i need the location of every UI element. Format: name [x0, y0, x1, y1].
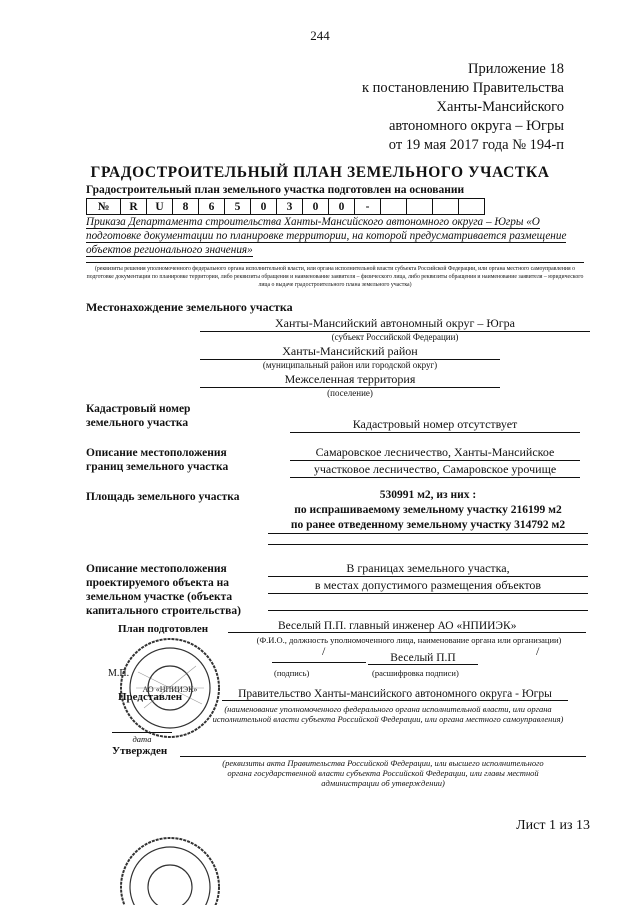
decode-caption: (расшифровка подписи): [372, 668, 459, 678]
subject-value: Ханты-Мансийский автономный округ – Югра: [200, 316, 590, 332]
object-label-line: Описание местоположения: [86, 563, 227, 575]
settlement-caption: (поселение): [327, 388, 373, 398]
cadastral-label-line: земельного участка: [86, 417, 189, 429]
signature-line: [272, 662, 366, 663]
approved-line: [180, 756, 586, 757]
submitted-caption: [190, 704, 586, 724]
appendix-line: Ханты-Мансийского: [436, 99, 564, 115]
approved-label: Утвержден: [112, 745, 168, 757]
district-caption: (муниципальный район или городской округ): [262, 360, 438, 370]
mp-label: М.П.: [108, 668, 130, 679]
approved-caption: [180, 758, 586, 788]
plan-number-table: [86, 198, 485, 215]
sheet-label: Лист 1 из 13: [516, 818, 590, 833]
signature-caption: (подпись): [274, 668, 310, 678]
seal-stamp: [118, 636, 222, 740]
basis-text: [86, 215, 584, 257]
number-cell: 0: [251, 199, 277, 215]
submitted-label: Представлен: [118, 691, 183, 703]
basis-label: Градостроительный план земельного участка подготовлен на основании: [86, 184, 465, 196]
submitted-caption-line: исполнительной власти субъекта Российской Федерации, или органа местного самоуправления): [212, 714, 564, 724]
settlement-value: Межселенная территория: [200, 372, 500, 388]
area-label: Площадь земельного участка: [86, 491, 240, 503]
appendix-line: от 19 мая 2017 года № 194-п: [388, 137, 564, 153]
number-cell: [459, 199, 485, 215]
number-sign: №: [87, 199, 121, 215]
object-value: [268, 560, 588, 594]
approved-caption-line: администрации об утверждении): [321, 778, 445, 788]
boundaries-label: [86, 446, 228, 474]
approved-caption-line: органа государственной власти субъекта Российской Федерации, или главы местной: [227, 768, 539, 778]
number-cell: -: [355, 199, 381, 215]
area-value-line: 530991 м2, из них :: [379, 489, 477, 501]
number-cell: 6: [199, 199, 225, 215]
location-heading: Местонахождение земельного участка: [86, 300, 293, 314]
number-cell: R: [121, 199, 147, 215]
boundaries-value-line: Самаровское лесничество, Ханты-Мансийское: [290, 444, 580, 461]
number-cell: [381, 199, 407, 215]
object-value-line: В границах земельного участка,: [268, 560, 588, 577]
boundaries-value-line: участковое лесничество, Самаровское урочище: [290, 461, 580, 478]
object-divider: [268, 610, 588, 611]
bottom-seal-stamp: [118, 835, 222, 905]
object-value-line: в местах допустимого размещения объектов: [268, 577, 588, 594]
area-value: [268, 488, 588, 534]
area-value-line: по ранее отведенному земельному участку 314792 м2: [268, 518, 588, 534]
slash-mark: /: [322, 644, 326, 658]
approved-caption-line: (реквизиты акта Правительства Российской Федерации, или высшего исполнительного: [222, 758, 544, 768]
signer-name: Веселый П.П: [368, 652, 478, 665]
appendix-line: Приложение 18: [468, 61, 564, 77]
appendix-block: [362, 60, 564, 155]
number-cell: [407, 199, 433, 215]
object-label: [86, 562, 241, 618]
submitted-value: Правительство Ханты-мансийского автономного округа - Югры: [222, 688, 568, 701]
basis-text-content: Приказа Департамента строительства Ханты-Мансийского автономного округа – Югры «О подготовке документации по планировке территории, на которой предусматривается размещение объектов регионального значения»: [86, 216, 567, 256]
subject-caption: (субъект Российской Федерации): [331, 332, 459, 342]
prepared-label: План подготовлен: [118, 623, 209, 635]
cadastral-label: [86, 402, 190, 430]
boundaries-value: [290, 444, 580, 478]
page-number: 244: [310, 28, 330, 43]
slash-mark: /: [536, 644, 540, 658]
appendix-line: к постановлению Правительства: [362, 80, 564, 96]
object-label-line: капитального строительства): [86, 605, 241, 617]
basis-note: (реквизиты решения уполномоченного федерального органа исполнительной власти, или органа исполнительной власти субъекта Российской Федерации, или органа местного самоуправления о подготовке документации по планировке территории, либо реквизиты обращения и наименование заявителя – физического лица, либо реквизиты обращения и наименование заявителя – юридического лица о выдаче градостроительного плана земельного участка): [86, 262, 584, 289]
number-cell: 8: [173, 199, 199, 215]
area-value-line: по испрашиваемому земельному участку 216199 м2: [294, 504, 562, 516]
stamp-text: АО «НПИИЭК»: [142, 685, 198, 694]
prepared-value: Веселый П.П. главный инженер АО «НПИИЭК»: [228, 620, 586, 633]
number-cell: 5: [225, 199, 251, 215]
district-value: Ханты-Мансийский район: [200, 344, 500, 360]
object-label-line: земельном участке (объекта: [86, 591, 233, 603]
number-cell: [433, 199, 459, 215]
cadastral-value: Кадастровый номер отсутствует: [290, 416, 580, 433]
appendix-line: автономного округа – Югры: [388, 118, 564, 134]
date-caption: дата: [132, 734, 152, 744]
object-label-line: проектируемого объекта на: [86, 577, 229, 589]
area-divider: [268, 544, 588, 545]
number-cell: 0: [303, 199, 329, 215]
prepared-caption: (Ф.И.О., должность уполномоченного лица, наименование органа или организации): [256, 635, 562, 645]
number-cell: U: [147, 199, 173, 215]
cadastral-label-line: Кадастровый номер: [86, 403, 191, 415]
document-title: ГРАДОСТРОИТЕЛЬНЫЙ ПЛАН ЗЕМЕЛЬНОГО УЧАСТКА: [90, 164, 550, 181]
boundaries-label-line: Описание местоположения: [86, 447, 227, 459]
boundaries-label-line: границ земельного участка: [86, 461, 229, 473]
date-line: [112, 732, 172, 733]
number-cell: 0: [329, 199, 355, 215]
number-cell: 3: [277, 199, 303, 215]
submitted-caption-line: (наименование уполномоченного федерального органа исполнительной власти, или органа: [224, 704, 552, 714]
